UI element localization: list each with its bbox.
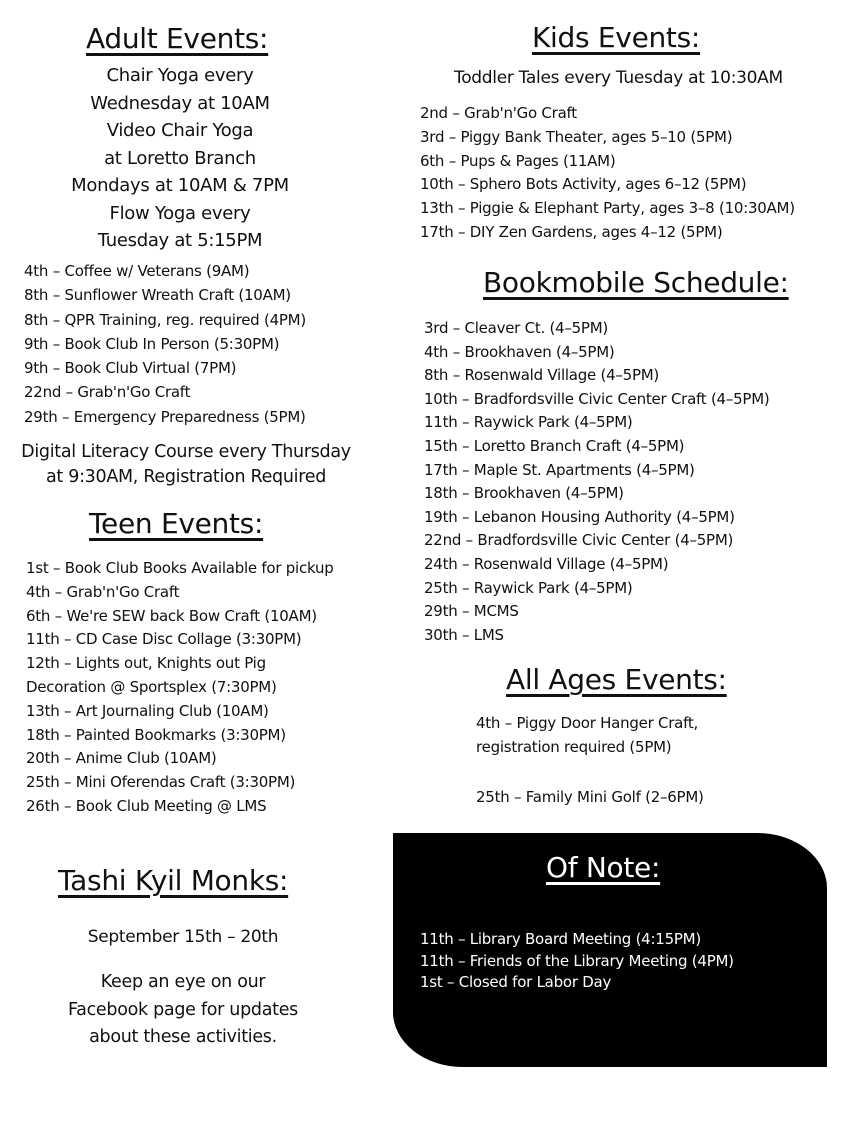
list-item: 17th – Maple St. Apartments (4–5PM) xyxy=(424,460,695,479)
list-item: 3rd – Piggy Bank Theater, ages 5–10 (5PM) xyxy=(420,127,733,146)
list-item: 10th – Sphero Bots Activity, ages 6–12 (5PM) xyxy=(420,175,747,194)
list-item: 6th – Pups & Pages (11AM) xyxy=(420,151,616,170)
teen-events-heading: Teen Events: xyxy=(89,507,264,540)
list-item: 3rd – Cleaver Ct. (4–5PM) xyxy=(424,319,609,337)
list-item: 6th – We're SEW back Bow Craft (10AM) xyxy=(26,606,317,625)
list-item: 24th – Rosenwald Village (4–5PM) xyxy=(424,554,669,573)
list-item: 26th – Book Club Meeting @ LMS xyxy=(26,796,267,815)
intro-line: Video Chair Yoga xyxy=(106,120,254,141)
list-item: 9th – Book Club In Person (5:30PM) xyxy=(24,334,280,353)
monks-note xyxy=(0,969,366,1052)
list-item: 25th – Mini Oferendas Craft (3:30PM) xyxy=(26,773,296,792)
bookmobile-list xyxy=(424,317,770,647)
list-item: 20th – Anime Club (10AM) xyxy=(26,749,217,768)
adult-events-heading: Adult Events: xyxy=(86,22,269,55)
intro-line: Wednesday at 10AM xyxy=(90,92,270,114)
intro-line: Chair Yoga every xyxy=(106,65,254,86)
all-ages-events-list xyxy=(476,712,704,810)
monks-dates: September 15th – 20th xyxy=(87,927,279,947)
list-item: 8th – QPR Training, reg. required (4PM) xyxy=(24,310,306,329)
list-item: 11th – CD Case Disc Collage (3:30PM) xyxy=(26,630,302,649)
kids-events-heading: Kids Events: xyxy=(532,21,701,54)
note-line: Keep an eye on our xyxy=(100,972,266,992)
list-item: 4th – Grab'n'Go Craft xyxy=(26,582,180,601)
list-item: 11th – Raywick Park (4–5PM) xyxy=(424,413,633,432)
teen-events-list xyxy=(26,557,333,819)
intro-line: Tuesday at 5:15PM xyxy=(97,230,263,251)
list-item: 13th – Piggie & Elephant Party, ages 3–8 (10:30AM) xyxy=(420,199,795,218)
note-line: Digital Literacy Course every Thursday xyxy=(21,442,351,462)
list-item: 4th – Piggy Door Hanger Craft, xyxy=(476,714,699,732)
list-item: 1st – Closed for Labor Day xyxy=(420,973,612,991)
list-item: 4th – Brookhaven (4–5PM) xyxy=(424,342,615,361)
list-item: 29th – MCMS xyxy=(424,602,519,621)
kids-events-intro: Toddler Tales every Tuesday at 10:30AM xyxy=(454,68,783,88)
intro-line: Flow Yoga every xyxy=(109,202,251,224)
note-line: Facebook page for updates xyxy=(68,999,298,1020)
intro-line: Mondays at 10AM & 7PM xyxy=(71,175,289,196)
of-note-list xyxy=(420,929,734,994)
list-item: 2nd – Grab'n'Go Craft xyxy=(420,104,577,122)
list-item: 22nd – Bradfordsville Civic Center (4–5PM) xyxy=(424,531,734,550)
list-item: 12th – Lights out, Knights out Pig xyxy=(26,654,266,673)
intro-line: at Loretto Branch xyxy=(104,147,256,169)
list-item: 11th – Friends of the Library Meeting (4PM) xyxy=(420,951,734,970)
of-note-heading: Of Note: xyxy=(546,851,661,884)
adult-events-intro xyxy=(0,62,360,255)
list-item: 19th – Lebanon Housing Authority (4–5PM) xyxy=(424,507,735,526)
list-item: 4th – Coffee w/ Veterans (9AM) xyxy=(24,262,250,280)
list-item: 13th – Art Journaling Club (10AM) xyxy=(26,701,269,720)
kids-events-list xyxy=(420,102,795,245)
list-item: 17th – DIY Zen Gardens, ages 4–12 (5PM) xyxy=(420,222,723,241)
list-item: 18th – Painted Bookmarks (3:30PM) xyxy=(26,725,286,744)
tashi-kyil-monks-heading: Tashi Kyil Monks: xyxy=(58,864,289,897)
list-item: 30th – LMS xyxy=(424,625,504,644)
list-item: 25th – Raywick Park (4–5PM) xyxy=(424,578,633,597)
all-ages-events-heading: All Ages Events: xyxy=(506,663,727,696)
list-item: 11th – Library Board Meeting (4:15PM) xyxy=(420,930,701,948)
list-item: 9th – Book Club Virtual (7PM) xyxy=(24,359,237,378)
list-item: 15th – Loretto Branch Craft (4–5PM) xyxy=(424,436,685,455)
list-item: 25th – Family Mini Golf (2–6PM) xyxy=(476,788,704,806)
list-item: 22nd – Grab'n'Go Craft xyxy=(24,383,191,402)
list-item: 8th – Rosenwald Village (4–5PM) xyxy=(424,366,660,385)
list-item: 18th – Brookhaven (4–5PM) xyxy=(424,484,624,503)
note-line: at 9:30AM, Registration Required xyxy=(45,467,327,487)
list-item: 8th – Sunflower Wreath Craft (10AM) xyxy=(24,286,291,305)
note-line: about these activities. xyxy=(89,1027,277,1047)
adult-events-list xyxy=(24,259,306,429)
digital-literacy-note xyxy=(0,440,372,490)
list-item: Decoration @ Sportsplex (7:30PM) xyxy=(26,677,277,696)
of-note-box xyxy=(393,833,827,1067)
bookmobile-heading: Bookmobile Schedule: xyxy=(483,266,789,299)
list-item: registration required (5PM) xyxy=(476,737,672,756)
list-item: 29th – Emergency Preparedness (5PM) xyxy=(24,407,306,426)
list-item: 1st – Book Club Books Available for pickup xyxy=(26,559,334,577)
list-item: 10th – Bradfordsville Civic Center Craft (4–5PM) xyxy=(424,389,770,408)
